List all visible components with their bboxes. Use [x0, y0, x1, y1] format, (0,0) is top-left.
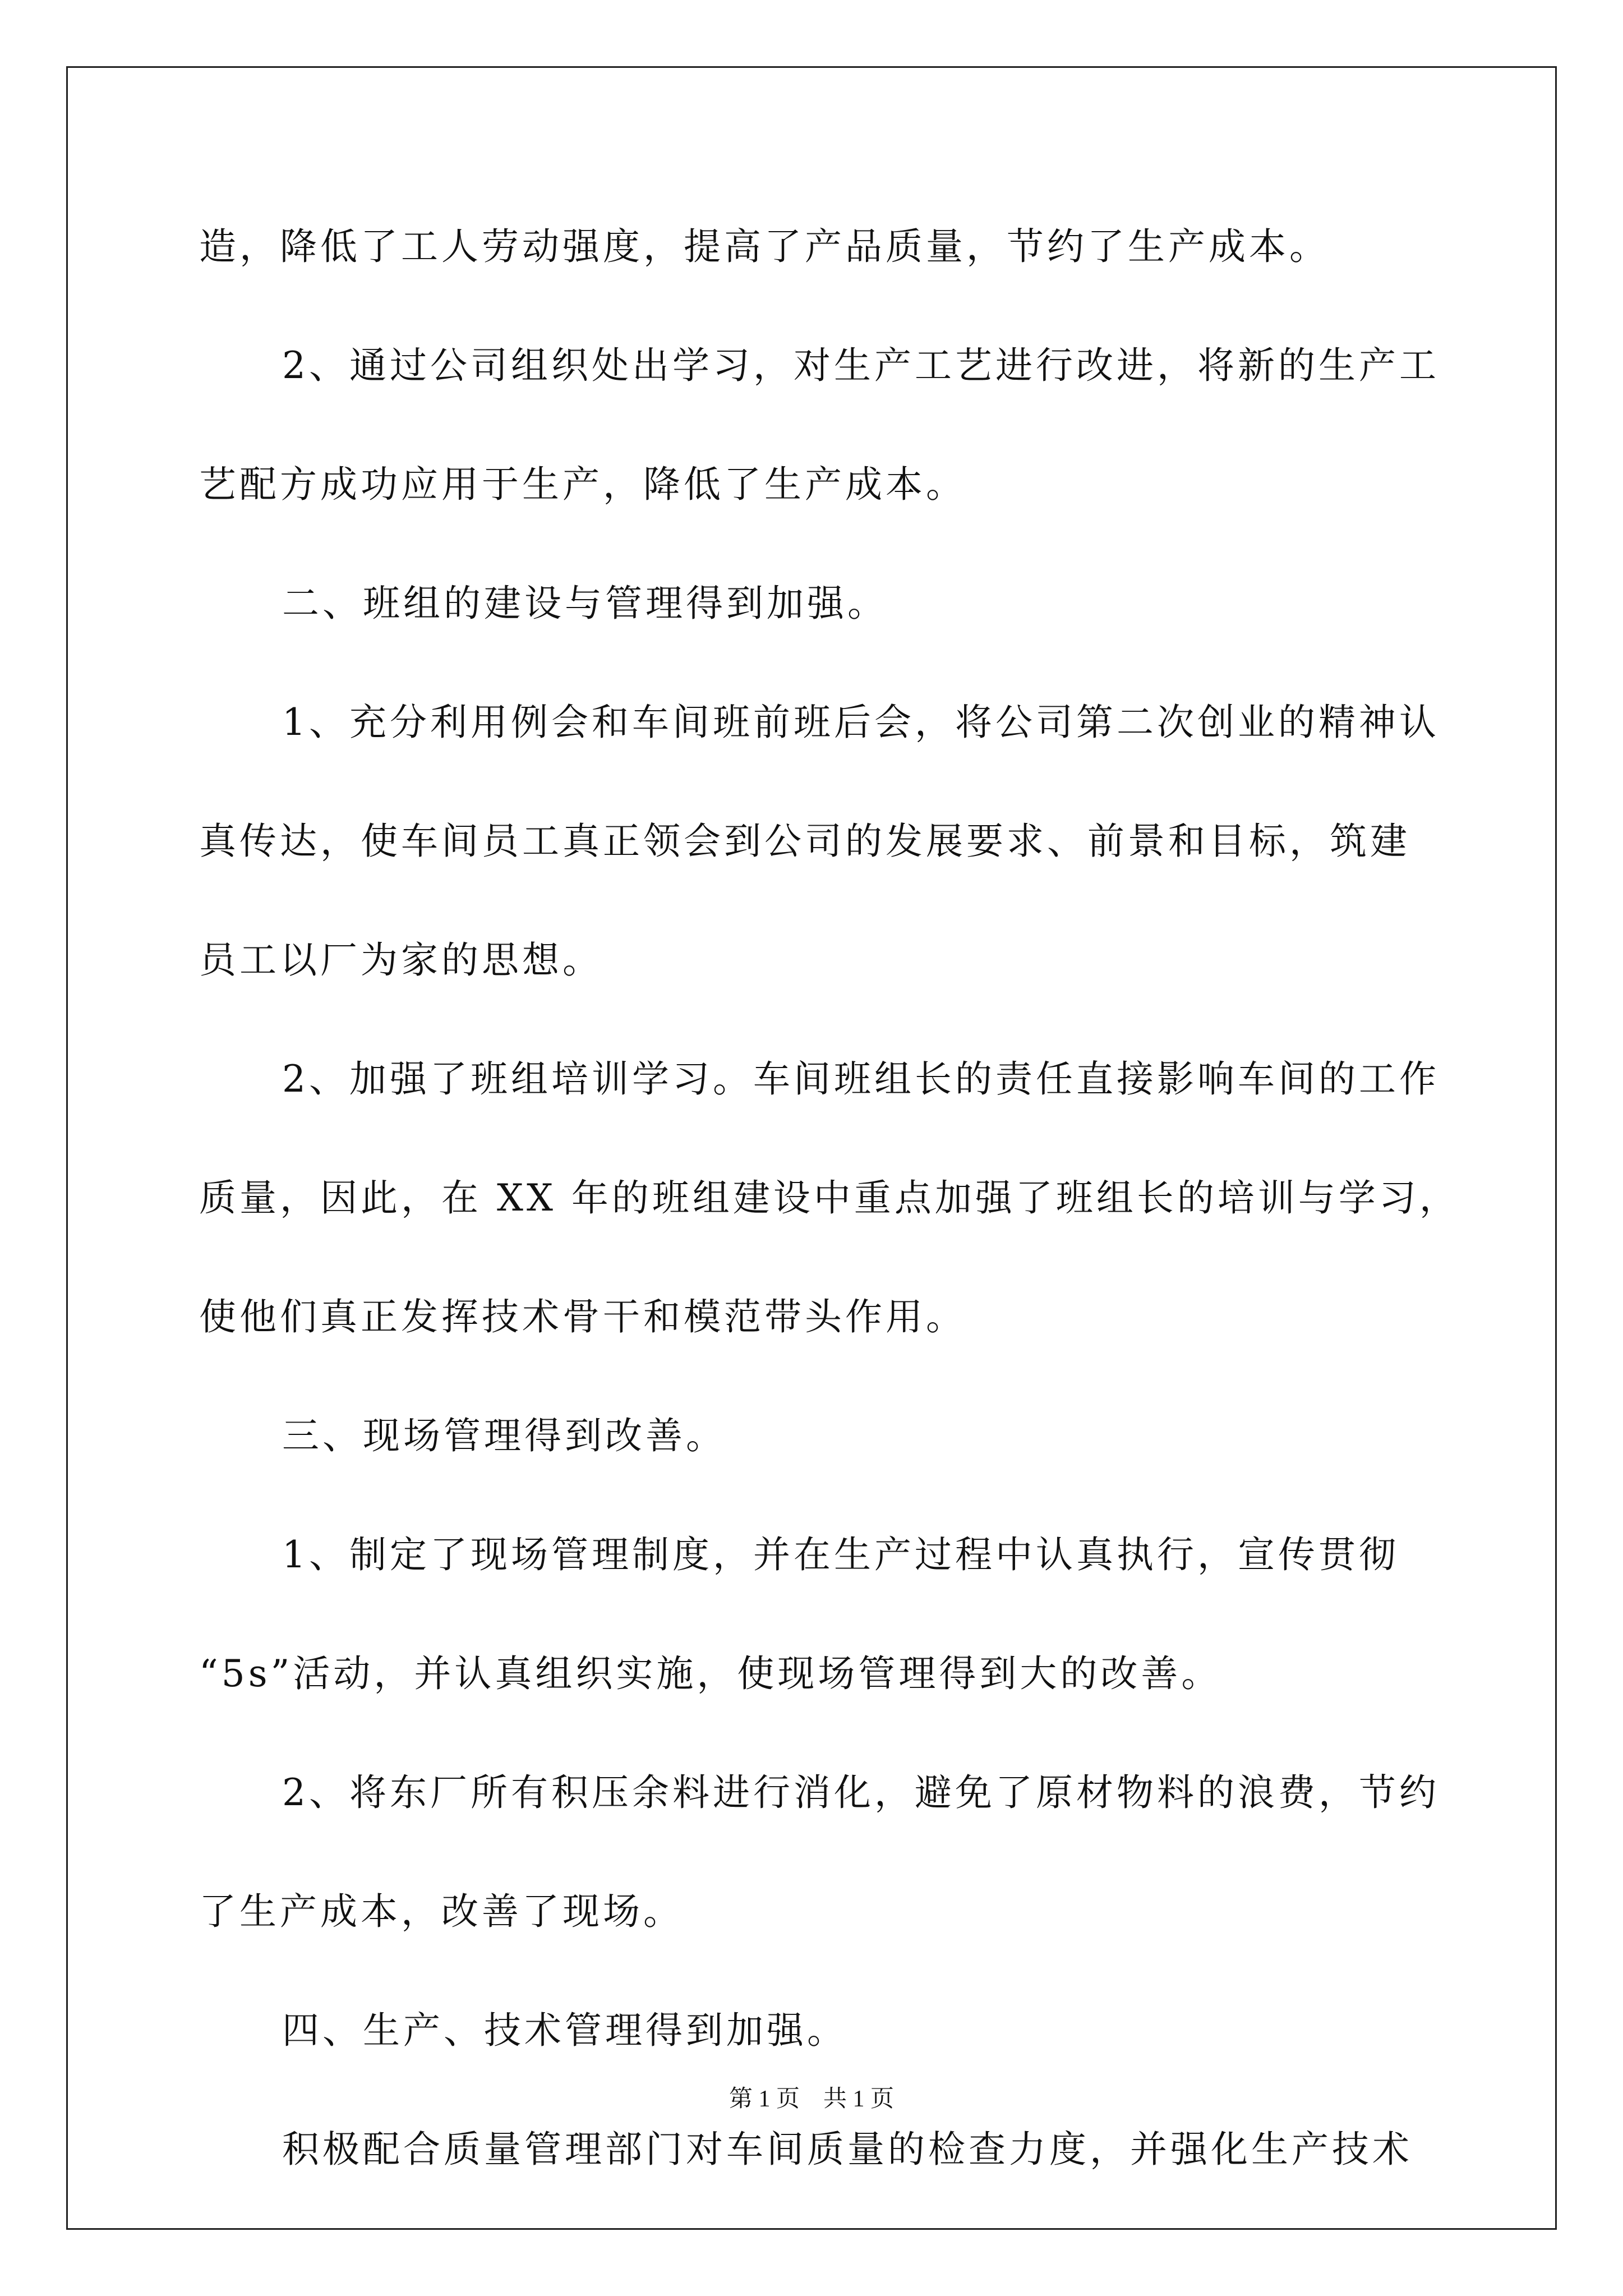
text-line: 艺配方成功应用于生产，降低了生产成本。: [199, 463, 966, 506]
section-heading: 四、生产、技术管理得到加强。: [282, 2009, 847, 2052]
text-line: 1、充分利用例会和车间班前班后会，将公司第二次创业的精神认: [282, 701, 1440, 744]
text-line: 使他们真正发挥技术骨干和模范带头作用。: [199, 1295, 966, 1338]
section-heading: 二、班组的建设与管理得到加强。: [282, 582, 888, 625]
text-line: 造，降低了工人劳动强度，提高了产品质量，节约了生产成本。: [199, 225, 1330, 268]
text-line: 2、加强了班组培训学习。车间班组长的责任直接影响车间的工作: [282, 1057, 1440, 1101]
text-line: “5s”活动，并认真组织实施，使现场管理得到大的改善。: [199, 1652, 1222, 1695]
section-heading: 三、现场管理得到改善。: [282, 1414, 726, 1457]
text-line: 1、制定了现场管理制度，并在生产过程中认真执行，宣传贯彻: [282, 1533, 1399, 1576]
text-line: 质量，因此，在 XX 年的班组建设中重点加强了班组长的培训与学习，: [199, 1176, 1460, 1220]
text-line: 2、将东厂所有积压余料进行消化，避免了原材物料的浪费，节约: [282, 1771, 1440, 1814]
text-line: 了生产成本，改善了现场。: [199, 1890, 684, 1933]
text-line: 积极配合质量管理部门对车间质量的检查力度，并强化生产技术: [282, 2128, 1413, 2171]
text-line: 真传达，使车间员工真正领会到公司的发展要求、前景和目标，筑建: [199, 820, 1410, 863]
text-line: 2、通过公司组织处出学习，对生产工艺进行改进，将新的生产工: [282, 344, 1440, 387]
page-number-footer: 第 1 页 共 1 页: [728, 2086, 894, 2112]
text-line: 员工以厂为家的思想。: [199, 938, 603, 982]
